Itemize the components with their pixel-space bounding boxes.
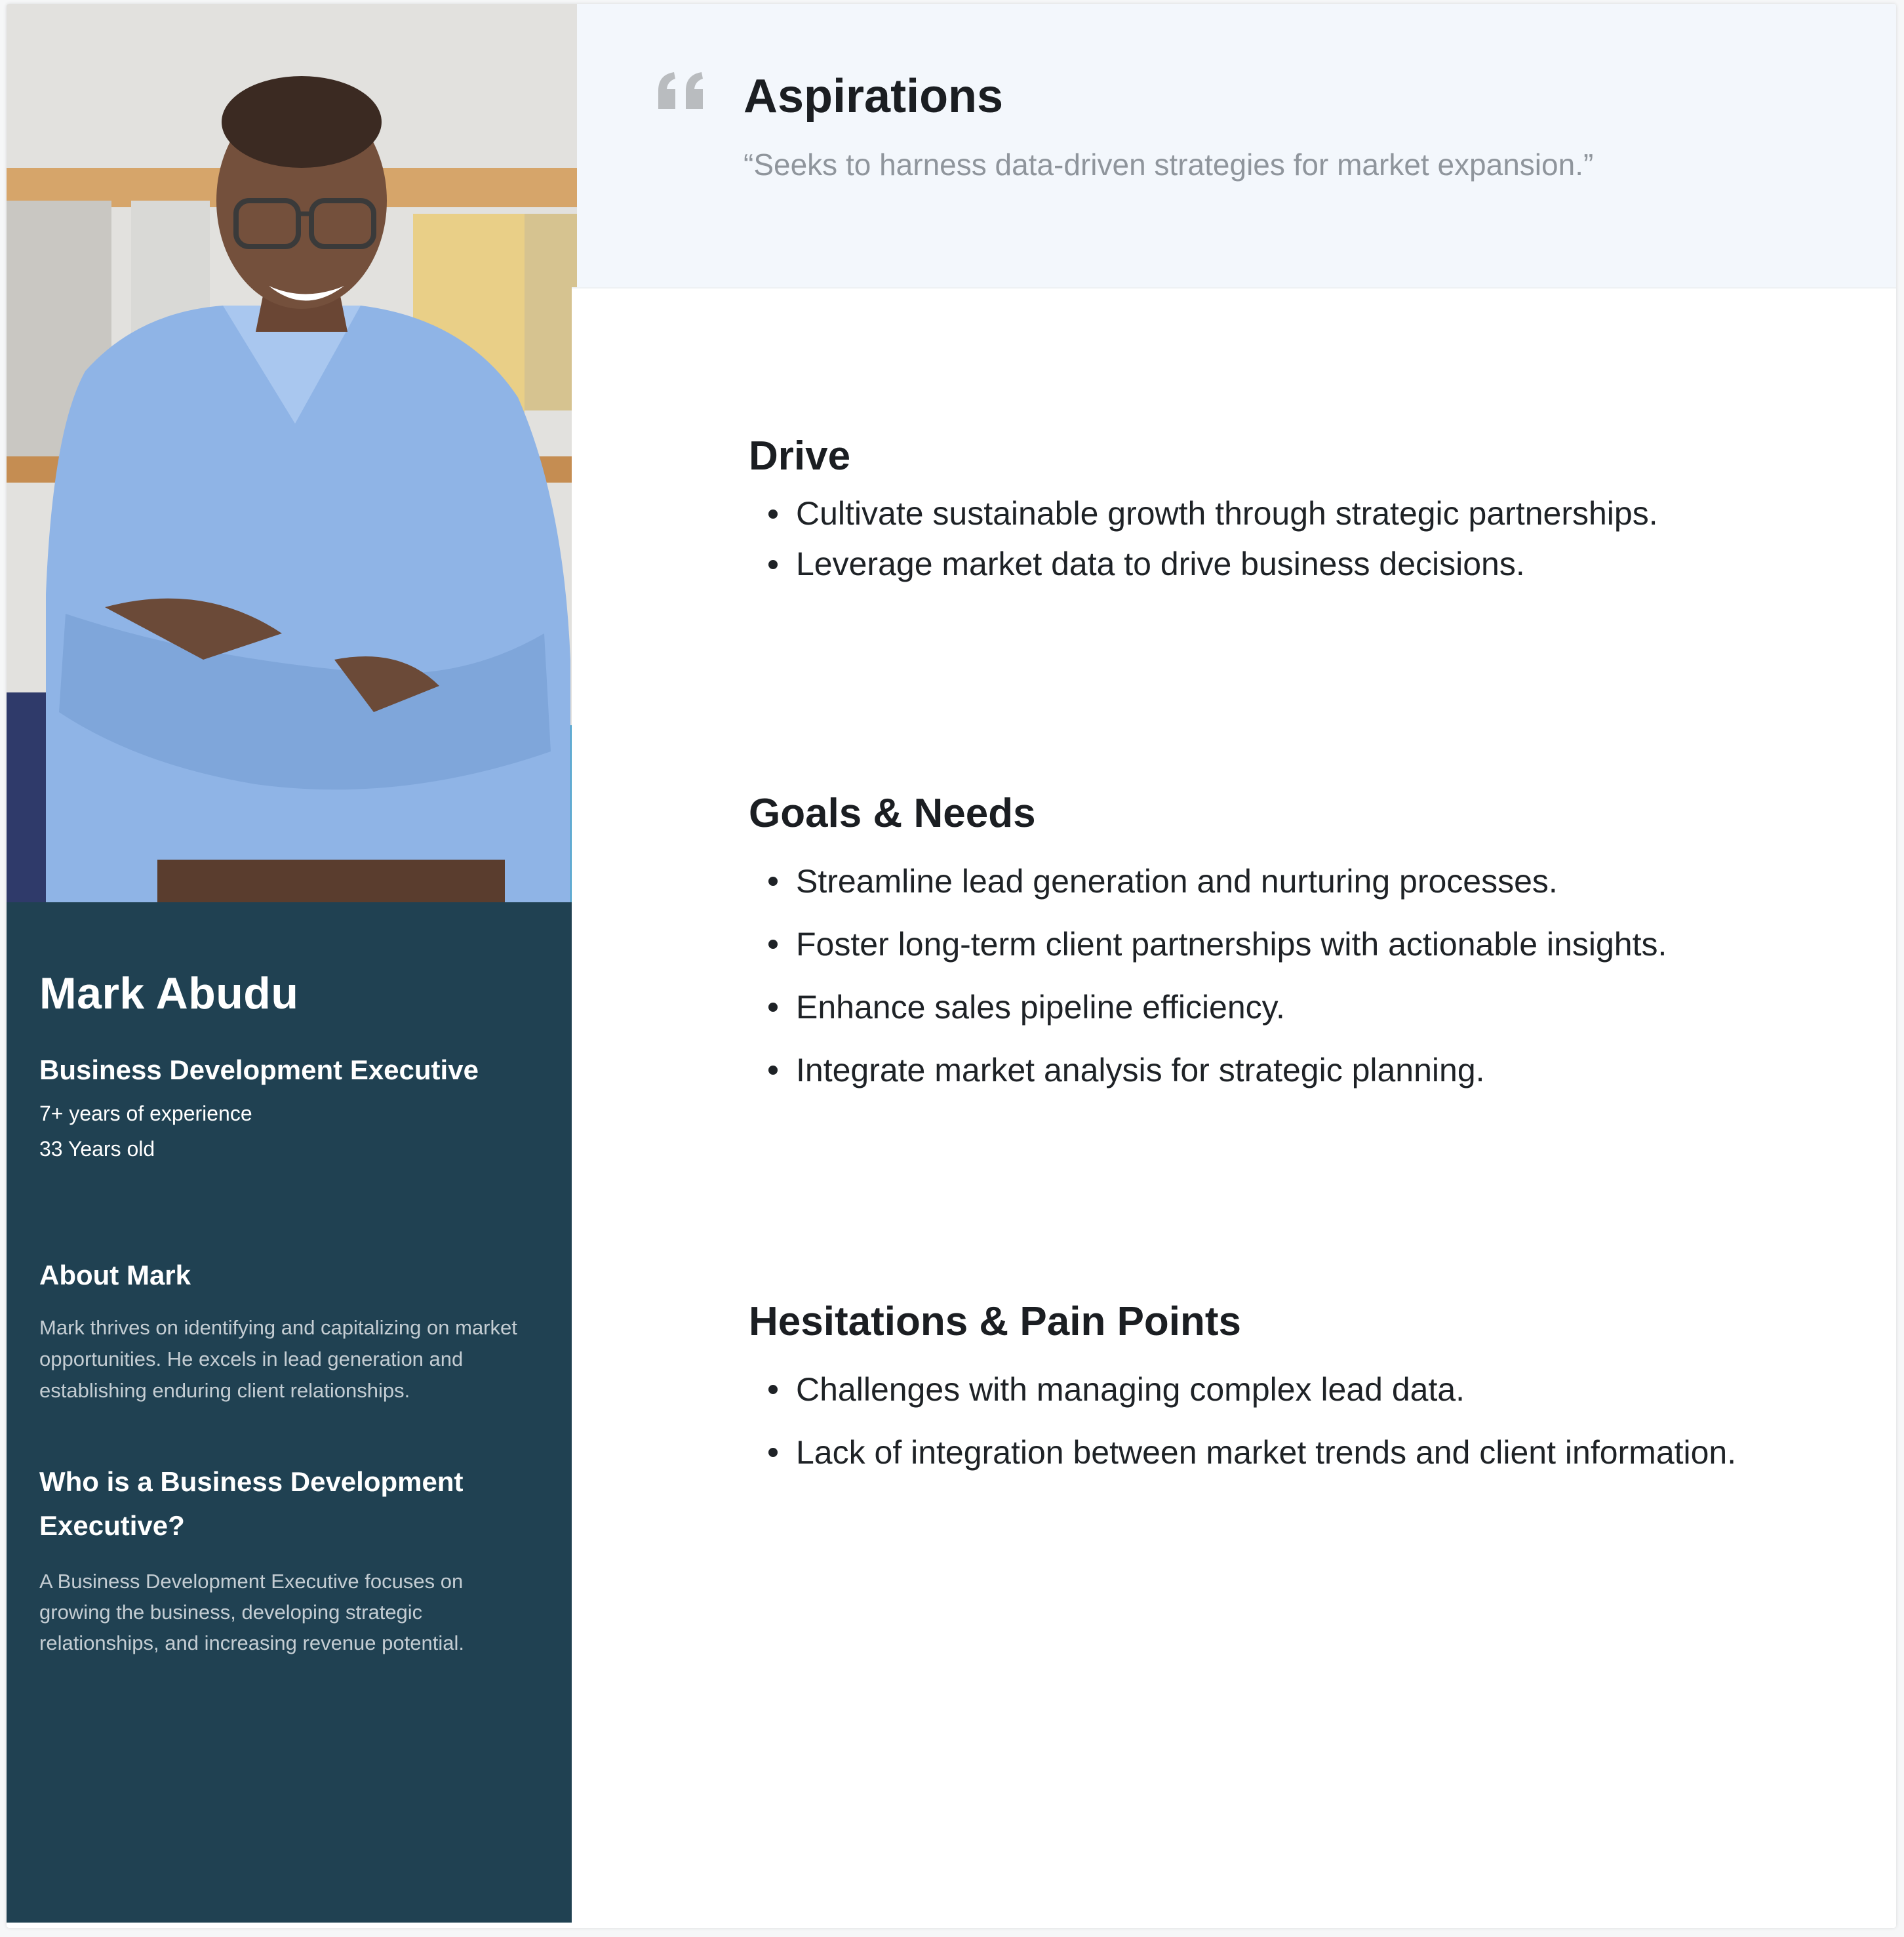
bullet-icon	[768, 1066, 778, 1075]
list-item: Streamline lead generation and nurturing processes.	[749, 850, 1863, 913]
persona-portrait-illustration	[7, 4, 577, 902]
list-item: Challenges with managing complex lead data.	[749, 1358, 1863, 1421]
details-panel	[572, 287, 1896, 1923]
quote-icon	[656, 70, 708, 115]
pain-points-title: Hesitations & Pain Points	[749, 1299, 1242, 1344]
list-item: Enhance sales pipeline efficiency.	[749, 976, 1863, 1039]
bullet-icon	[768, 1385, 778, 1394]
pain-points-section	[749, 1298, 1863, 1484]
about-title: About Mark	[39, 1260, 191, 1290]
drive-list	[749, 489, 1863, 589]
list-item: Foster long-term client partnerships with actionable insights.	[749, 913, 1863, 976]
goals-list	[749, 850, 1863, 1102]
persona-name: Mark Abudu	[39, 968, 299, 1018]
role-definition-title: Who is a Business Development Executive?	[39, 1466, 464, 1541]
role-definition-text: A Business Development Executive focuses on growing the business, developing strategic relationships, and increasing revenue potential.	[39, 1570, 464, 1654]
aspirations-quote: “Seeks to harness data-driven strategies for market expansion.”	[744, 148, 1594, 182]
persona-photo	[7, 4, 577, 902]
pain-points-list	[749, 1358, 1863, 1484]
persona-role: Business Development Executive	[39, 1054, 479, 1085]
about-text: Mark thrives on identifying and capitalizing on market opportunities. He excels in lead generation and establishing enduring client relationships.	[39, 1316, 517, 1402]
bullet-icon	[768, 1003, 778, 1012]
persona-experience: 7+ years of experience	[39, 1102, 252, 1125]
aspirations-title: Aspirations	[744, 70, 1004, 123]
bullet-icon	[768, 560, 778, 569]
list-item: Integrate market analysis for strategic planning.	[749, 1039, 1863, 1102]
persona-card	[7, 4, 1896, 1928]
drive-section	[749, 433, 1863, 589]
goals-title: Goals & Needs	[749, 791, 1036, 836]
bullet-icon	[768, 509, 778, 519]
list-item: Cultivate sustainable growth through strategic partnerships.	[749, 489, 1863, 539]
bullet-icon	[768, 1448, 778, 1457]
persona-age: 33 Years old	[39, 1137, 155, 1161]
drive-title: Drive	[749, 433, 851, 479]
goals-section	[749, 790, 1863, 1102]
bullet-icon	[768, 940, 778, 949]
bullet-icon	[768, 877, 778, 886]
list-item: Lack of integration between market trends and client information.	[749, 1421, 1863, 1484]
aspirations-panel	[577, 4, 1896, 287]
list-item: Leverage market data to drive business decisions.	[749, 539, 1863, 589]
profile-panel	[7, 902, 572, 1923]
